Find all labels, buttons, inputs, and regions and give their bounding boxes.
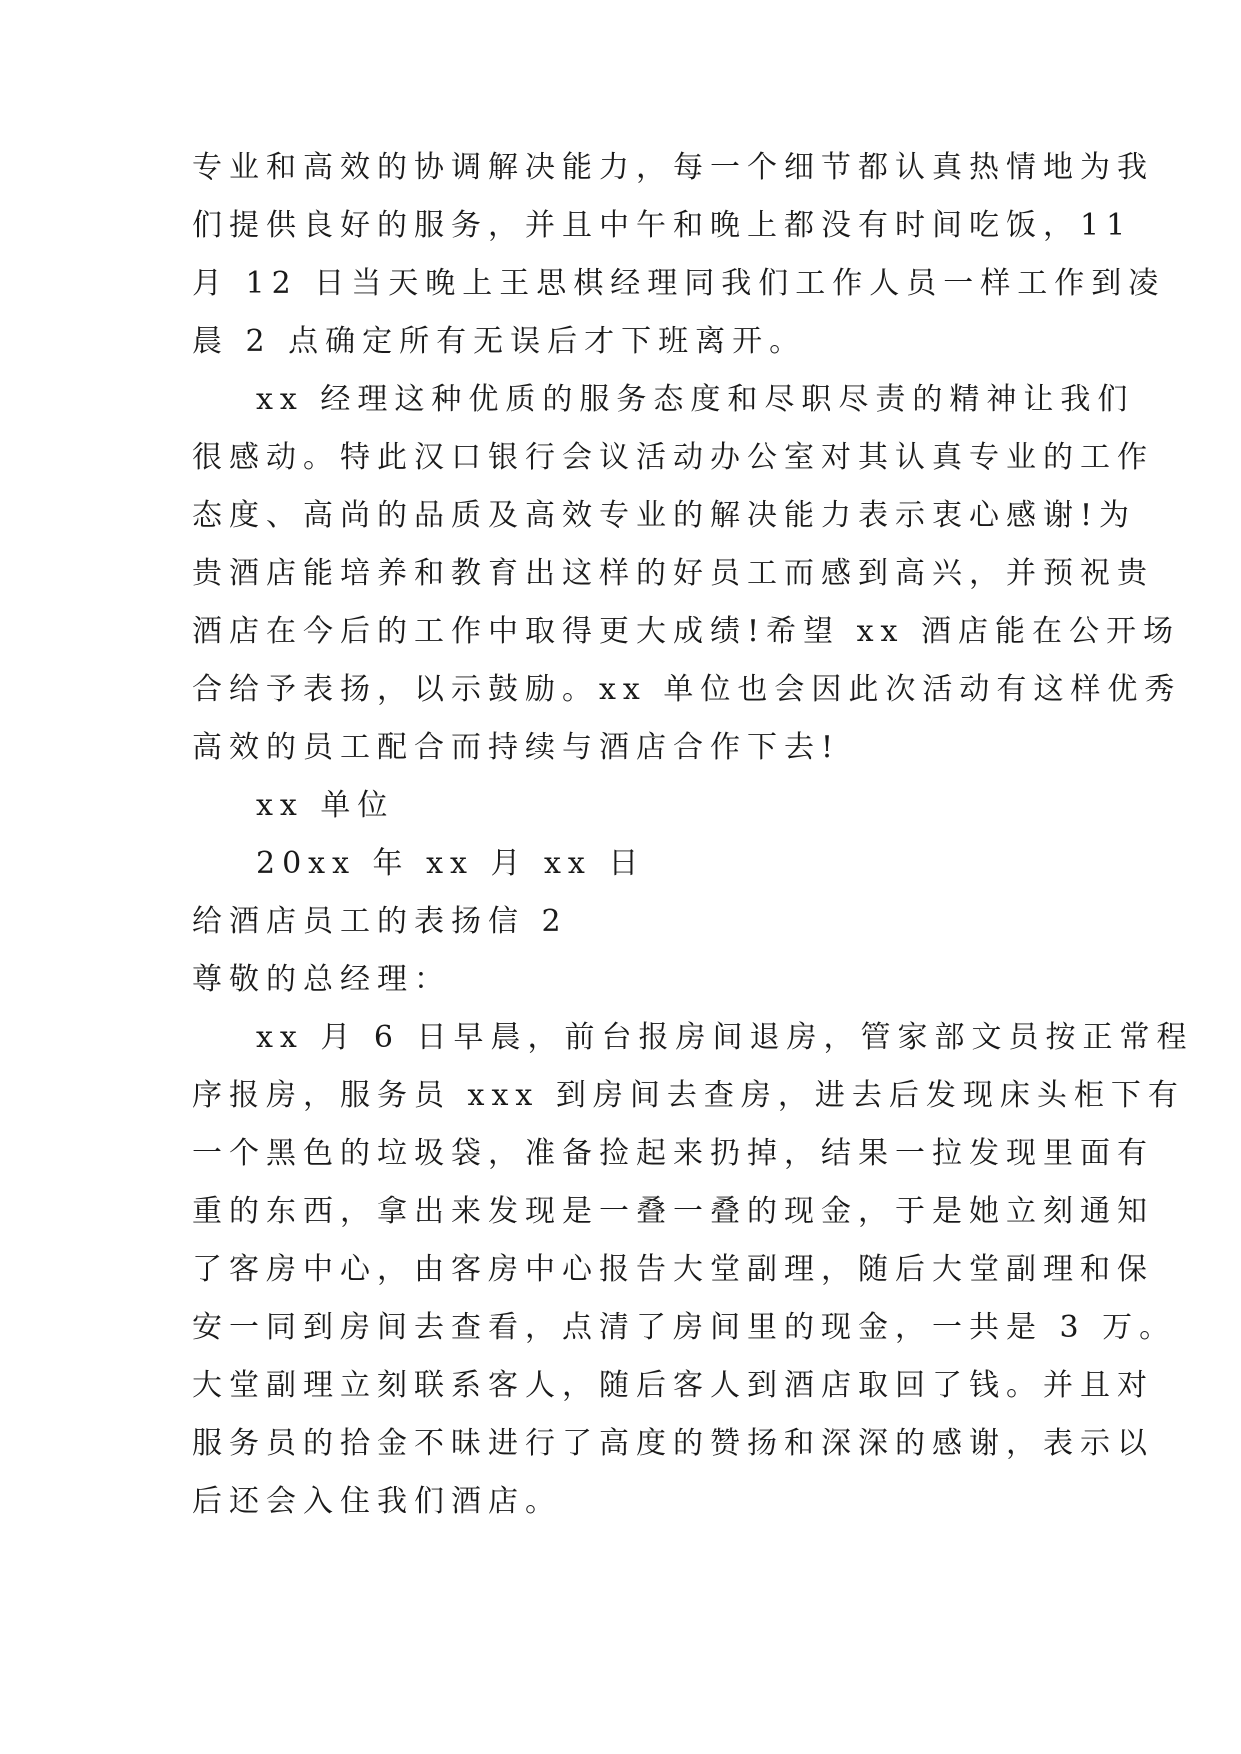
text-line: 晨 2 点确定所有无误后才下班离开。 <box>192 324 807 359</box>
signature-unit: xx 单位 <box>256 788 395 823</box>
text-line: 后还会入住我们酒店。 <box>192 1484 562 1519</box>
text-line: 服务员的拾金不昧进行了高度的赞扬和深深的感谢，表示以 <box>192 1426 1154 1461</box>
text-line: 月 12 日当天晚上王思棋经理同我们工作人员一样工作到凌 <box>192 266 1166 301</box>
text-line: xx 经理这种优质的服务态度和尽职尽责的精神让我们 <box>256 382 1135 417</box>
salutation: 尊敬的总经理： <box>192 962 451 997</box>
text-line: 大堂副理立刻联系客人，随后客人到酒店取回了钱。并且对 <box>192 1368 1154 1403</box>
text-line: 专业和高效的协调解决能力，每一个细节都认真热情地为我 <box>192 150 1154 185</box>
text-line: 合给予表扬，以示鼓励。xx 单位也会因此次活动有这样优秀 <box>192 672 1182 707</box>
text-line: 了客房中心，由客房中心报告大堂副理，随后大堂副理和保 <box>192 1252 1154 1287</box>
text-line: 态度、高尚的品质及高效专业的解决能力表示衷心感谢!为 <box>192 498 1137 533</box>
text-line: 酒店在今后的工作中取得更大成绩!希望 xx 酒店能在公开场 <box>192 614 1180 649</box>
text-line: 安一同到房间去查看，点清了房间里的现金，一共是 3 万。 <box>192 1310 1177 1345</box>
text-line: 很感动。特此汉口银行会议活动办公室对其认真专业的工作 <box>192 440 1154 475</box>
text-line: xx 月 6 日早晨，前台报房间退房，管家部文员按正常程 <box>256 1020 1194 1055</box>
text-line: 序报房，服务员 xxx 到房间去查房，进去后发现床头柜下有 <box>192 1078 1185 1113</box>
signature-date: 20xx 年 xx 月 xx 日 <box>256 846 646 881</box>
text-line: 贵酒店能培养和教育出这样的好员工而感到高兴，并预祝贵 <box>192 556 1154 591</box>
text-line: 重的东西，拿出来发现是一叠一叠的现金，于是她立刻通知 <box>192 1194 1154 1229</box>
text-line: 一个黑色的垃圾袋，准备捡起来扔掉，结果一拉发现里面有 <box>192 1136 1154 1171</box>
text-line: 们提供良好的服务，并且中午和晚上都没有时间吃饭，11 <box>192 208 1133 243</box>
section-title: 给酒店员工的表扬信 2 <box>192 904 568 939</box>
text-line: 高效的员工配合而持续与酒店合作下去! <box>192 730 841 765</box>
